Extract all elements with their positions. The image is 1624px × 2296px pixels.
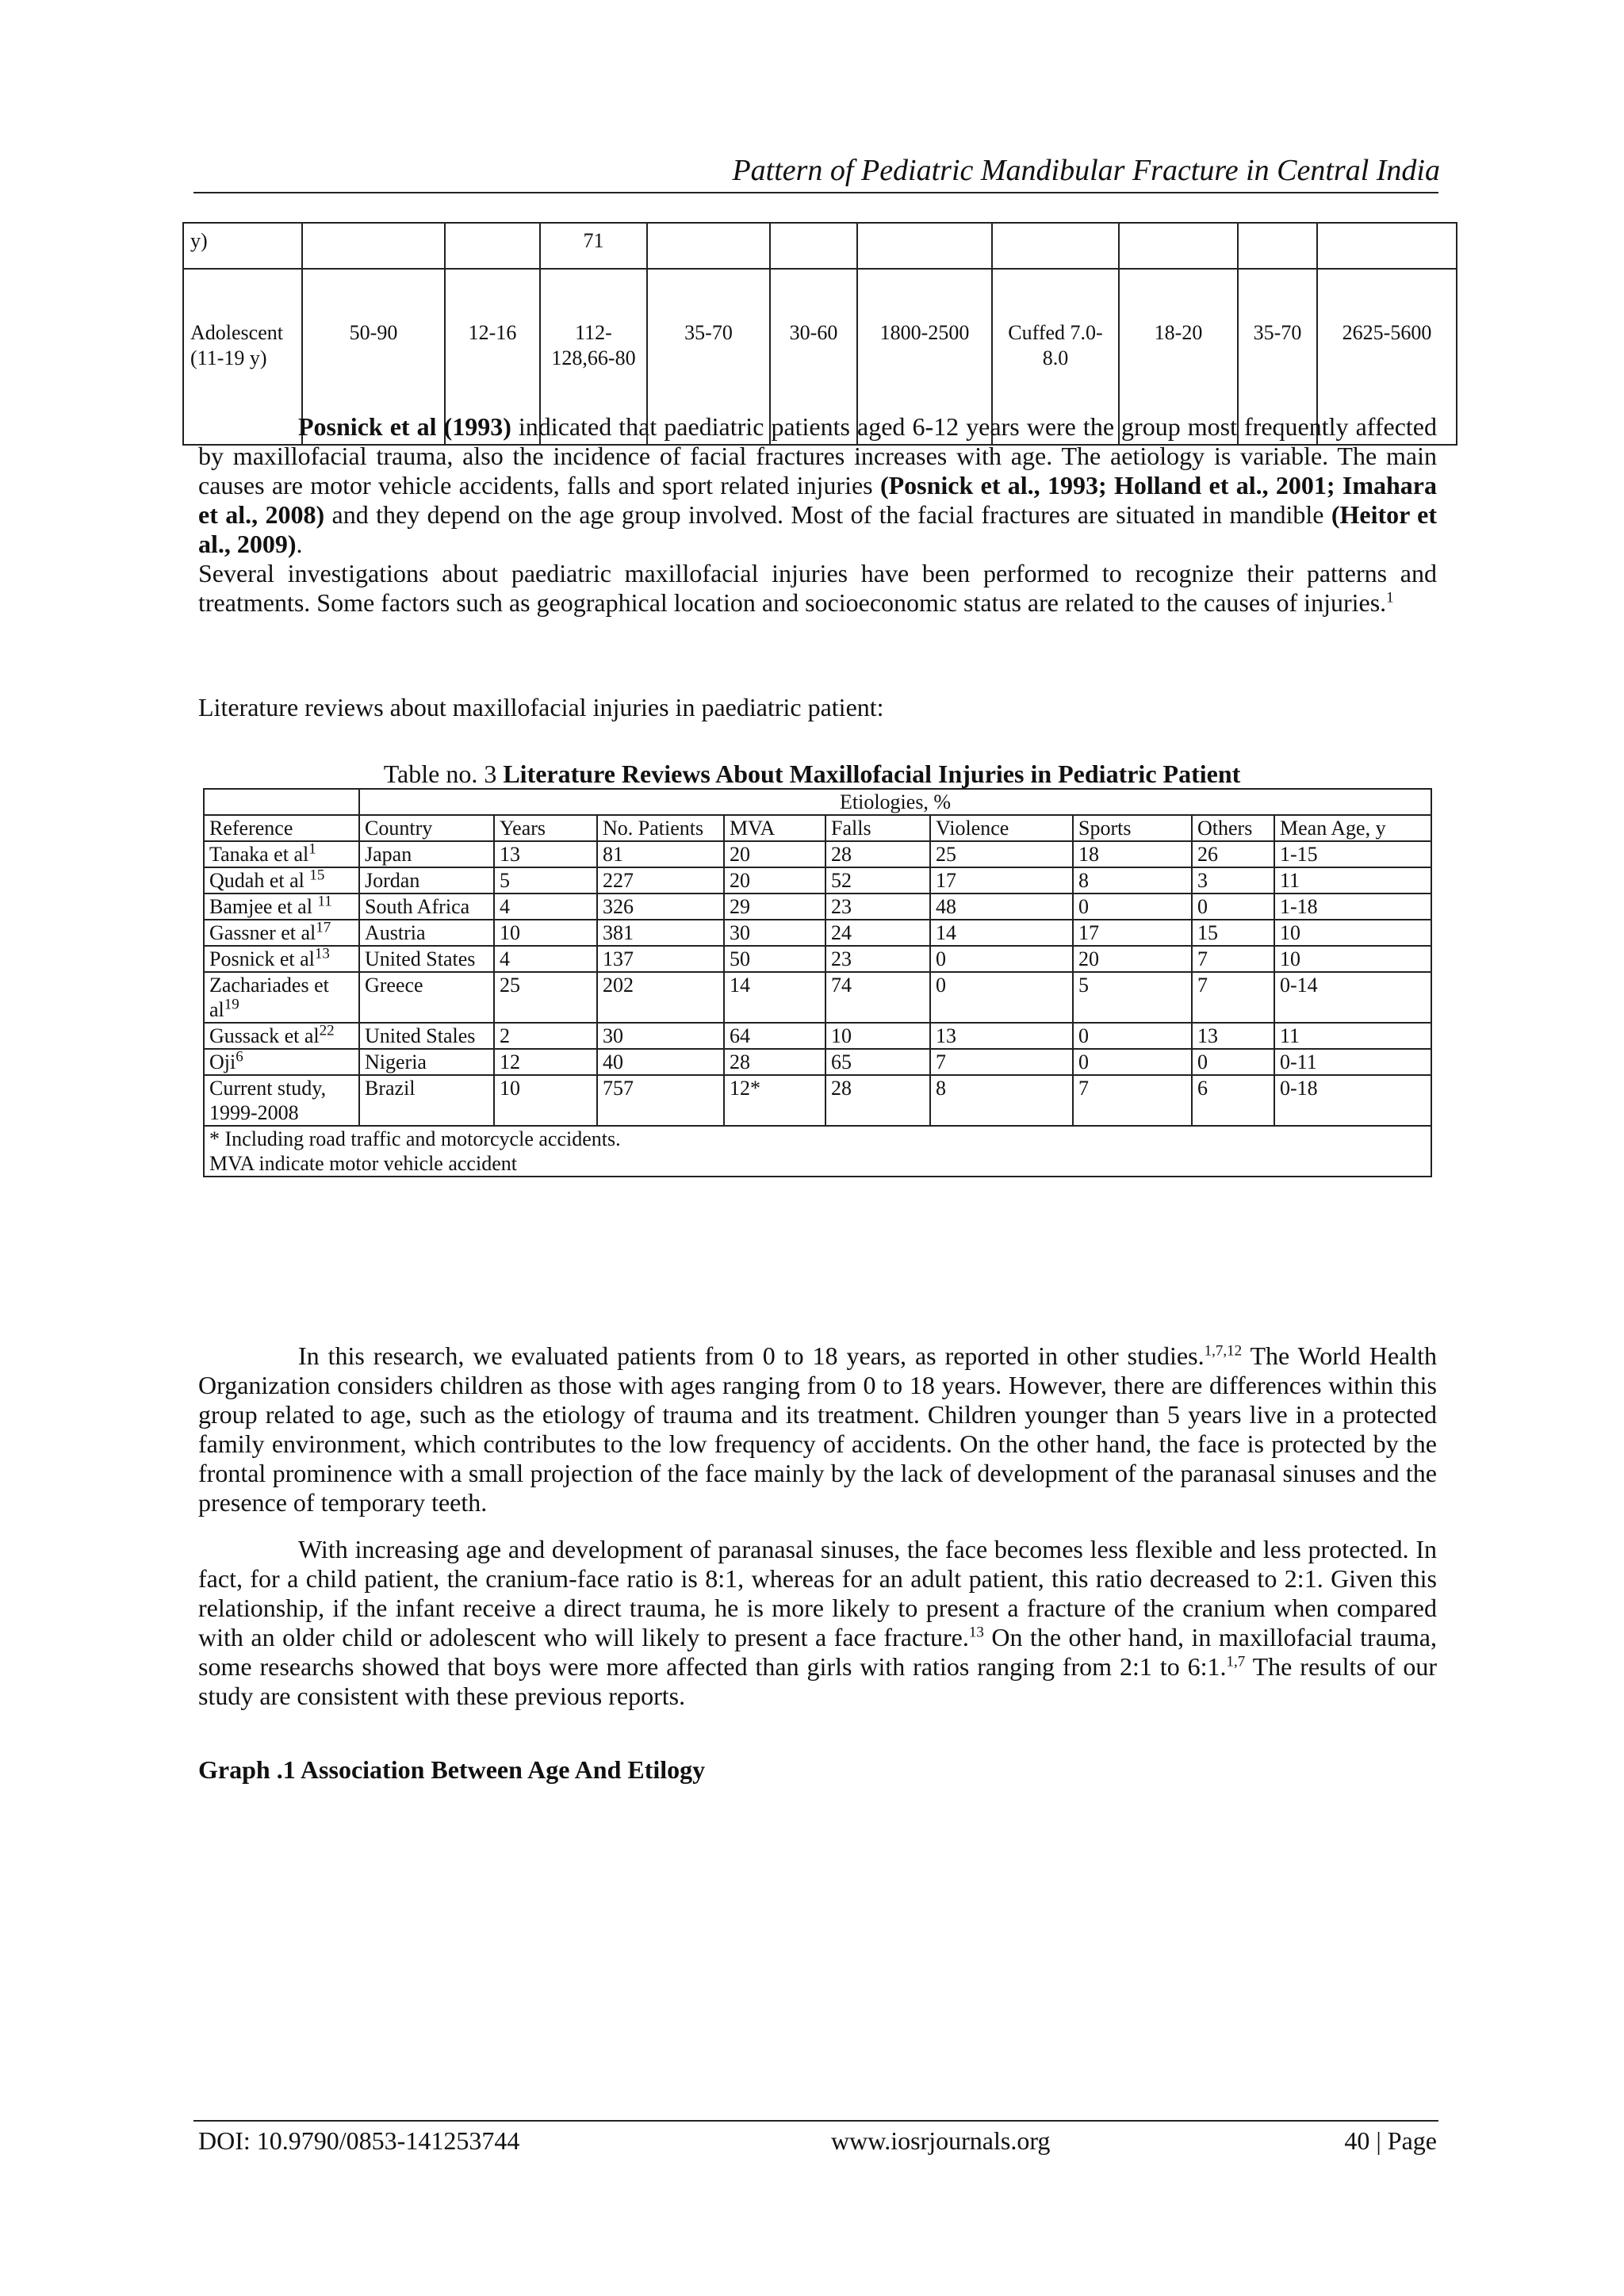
reference-superscript: 1 <box>1386 589 1394 607</box>
table-cell-country: Greece <box>359 972 494 1023</box>
table-row <box>204 1049 1431 1075</box>
table-cell-patients: 30 <box>597 1023 724 1049</box>
table-cell: 35-70 <box>1238 269 1317 445</box>
table-cell-falls: 65 <box>825 1049 930 1075</box>
reference-name: Oji <box>209 1050 236 1073</box>
table-cell-others: 13 <box>1192 1023 1274 1049</box>
paragraph-paranasal <box>198 1535 1437 1711</box>
table-cell: 112-128,66-80 <box>540 269 647 445</box>
table-cell-age: 1-15 <box>1274 841 1431 867</box>
table-footnote-row <box>204 1126 1431 1177</box>
graph-heading: Graph .1 Association Between Age And Etilogy <box>198 1755 706 1784</box>
table-cell-age: 11 <box>1274 1023 1431 1049</box>
reference-cell <box>204 1023 359 1049</box>
table-row <box>204 841 1431 867</box>
column-header: Violence <box>930 815 1073 841</box>
table-cell-country: Brazil <box>359 1075 494 1126</box>
table-cell-mva: 20 <box>724 867 825 894</box>
column-header: No. Patients <box>597 815 724 841</box>
table-cell-years: 25 <box>494 972 597 1023</box>
table-cell <box>1317 223 1457 269</box>
table-cell: 12-16 <box>445 269 540 445</box>
reference-cell <box>204 1049 359 1075</box>
table-cell-others: 7 <box>1192 972 1274 1023</box>
table-cell: 2625-5600 <box>1317 269 1457 445</box>
reference-name: Gussack et al <box>209 1024 320 1047</box>
table-cell-violence: 14 <box>930 920 1073 946</box>
column-header: Others <box>1192 815 1274 841</box>
footer-rule <box>193 2120 1438 2122</box>
table-cell: 30-60 <box>770 269 857 445</box>
table-cell: 50-90 <box>302 269 445 445</box>
reference-name: Qudah et al <box>209 869 310 892</box>
table-cell-mva: 12* <box>724 1075 825 1126</box>
table-cell-age: 0-14 <box>1274 972 1431 1023</box>
table-row <box>183 223 1457 269</box>
literature-review-table <box>203 788 1432 1177</box>
table-row <box>204 920 1431 946</box>
paragraph-text: . <box>296 530 303 558</box>
table-cell-sports: 18 <box>1073 841 1192 867</box>
reference-cell <box>204 894 359 920</box>
table-cell-country: Jordan <box>359 867 494 894</box>
reference-name: Current study, 1999-2008 <box>209 1077 327 1124</box>
column-header: MVA <box>724 815 825 841</box>
reference-superscript: 1,7 <box>1226 1653 1246 1670</box>
table-cell: 1800-2500 <box>857 269 992 445</box>
column-header: Falls <box>825 815 930 841</box>
caption-label: Table no. 3 <box>383 760 504 788</box>
reference-cell <box>204 1075 359 1126</box>
reference-superscript: 6 <box>236 1048 243 1066</box>
table-cell-sports: 7 <box>1073 1075 1192 1126</box>
table-cell-others: 0 <box>1192 1049 1274 1075</box>
table-cell-falls: 28 <box>825 1075 930 1126</box>
table-cell-others: 26 <box>1192 841 1274 867</box>
reference-superscript: 11 <box>317 893 332 910</box>
paragraph-text: On the other hand, in maxillofacial trauma, some researchs showed that boys were more affected than girls with ratios ranging from 2:1 to 6:1. <box>198 1623 1438 1681</box>
table-cell-country: Austria <box>359 920 494 946</box>
table-cell-years: 13 <box>494 841 597 867</box>
table-cell-violence: 0 <box>930 972 1073 1023</box>
table-cell-falls: 52 <box>825 867 930 894</box>
table-cell <box>1238 223 1317 269</box>
table-cell-age: 10 <box>1274 920 1431 946</box>
table-cell: Cuffed 7.0-8.0 <box>992 269 1119 445</box>
table-cell-sports: 0 <box>1073 1049 1192 1075</box>
table-cell-age: 10 <box>1274 946 1431 972</box>
table-cell: Adolescent (11-19 y) <box>183 269 302 445</box>
table-cell <box>1119 223 1238 269</box>
table-cell-others: 3 <box>1192 867 1274 894</box>
reference-superscript: 17 <box>316 919 331 936</box>
table-cell-country: United States <box>359 946 494 972</box>
table-cell-mva: 50 <box>724 946 825 972</box>
column-header: Mean Age, y <box>1274 815 1431 841</box>
footer-website[interactable]: www.iosrjournals.org <box>831 2126 1051 2155</box>
table-cell-others: 7 <box>1192 946 1274 972</box>
table-cell-years: 4 <box>494 946 597 972</box>
table-cell-patients: 757 <box>597 1075 724 1126</box>
reference-superscript: 15 <box>309 867 325 884</box>
table-cell: 18-20 <box>1119 269 1238 445</box>
table-cell-patients: 40 <box>597 1049 724 1075</box>
table-cell-mva: 64 <box>724 1023 825 1049</box>
table-cell <box>204 789 359 815</box>
table-cell-falls: 74 <box>825 972 930 1023</box>
reference-cell <box>204 920 359 946</box>
table-cell-age: 11 <box>1274 867 1431 894</box>
table-row <box>204 894 1431 920</box>
reference-superscript: 13 <box>314 945 330 962</box>
column-header: Years <box>494 815 597 841</box>
table-cell-country: Japan <box>359 841 494 867</box>
table-cell <box>992 223 1119 269</box>
table-cell-falls: 23 <box>825 946 930 972</box>
table-cell-sports: 8 <box>1073 867 1192 894</box>
reference-name: Tanaka et al <box>209 843 309 866</box>
table-row <box>204 789 1431 815</box>
table-cell: 35-70 <box>647 269 770 445</box>
paragraph-text: The World Health Organization considers children as those with ages ranging from 0 to 18 years. However, there are differences within this group related to age, such as the etiology of trauma and its treatment. Children younger than 5 years live in a protected family environment, which contributes to the low frequency of accidents. On the other hand, the face is protected by the frontal prominence with a small projection of the face mainly by the lack of development of the paranasal sinuses and the presence of temporary teeth. <box>198 1341 1438 1517</box>
reference-superscript: 22 <box>319 1022 335 1039</box>
column-header: Reference <box>204 815 359 841</box>
table-caption <box>0 760 1624 788</box>
table-cell-patients: 381 <box>597 920 724 946</box>
table-cell-patients: 326 <box>597 894 724 920</box>
table-cell-mva: 14 <box>724 972 825 1023</box>
table-cell-patients: 202 <box>597 972 724 1023</box>
column-header: Sports <box>1073 815 1192 841</box>
table-cell-patients: 81 <box>597 841 724 867</box>
paragraph-text: The results of our study are consistent with these previous reports. <box>198 1652 1438 1710</box>
reference-superscript: 1 <box>308 840 316 858</box>
running-title: Pattern of Pediatric Mandibular Fracture in Central India <box>732 154 1440 187</box>
table-row <box>204 1023 1431 1049</box>
header-rule <box>193 192 1438 193</box>
table-row <box>204 946 1431 972</box>
footer-page-number: 40 | Page <box>1344 2126 1437 2155</box>
table-cell-others: 6 <box>1192 1075 1274 1126</box>
table-cell-mva: 29 <box>724 894 825 920</box>
table-cell-years: 4 <box>494 894 597 920</box>
table-cell-sports: 0 <box>1073 1023 1192 1049</box>
table-cell-country: United Stales <box>359 1023 494 1049</box>
reference-name: Gassner et al <box>209 921 316 944</box>
footnote-line: * Including road traffic and motorcycle accidents. <box>209 1127 621 1150</box>
table-cell <box>302 223 445 269</box>
paragraph-research <box>198 1341 1437 1517</box>
citation: (Heitor et al., 2009) <box>198 500 1438 558</box>
table-cell: 71 <box>540 223 647 269</box>
table-cell-violence: 17 <box>930 867 1073 894</box>
paragraph-text: In this research, we evaluated patients from 0 to 18 years, as reported in other studies. <box>298 1341 1205 1370</box>
citation: (Posnick et al., 1993; Holland et al., 2001; Imahara et al., 2008) <box>198 471 1438 529</box>
table-cell-age: 0-11 <box>1274 1049 1431 1075</box>
reference-name: Posnick et al <box>209 947 315 970</box>
footnote-line: MVA indicate motor vehicle accident <box>209 1152 517 1175</box>
paragraph-posnick <box>198 412 1437 559</box>
paragraph-text: and they depend on the age group involved. Most of the facial fractures are situated in mandible <box>324 500 1331 529</box>
table-cell-mva: 28 <box>724 1049 825 1075</box>
table-cell-falls: 23 <box>825 894 930 920</box>
table-cell: y) <box>183 223 302 269</box>
reference-superscript: 1,7,12 <box>1204 1342 1243 1360</box>
table-body <box>204 841 1431 1126</box>
caption-title: Literature Reviews About Maxillofacial Injuries in Pediatric Patient <box>503 760 1241 788</box>
reference-superscript: 19 <box>224 996 239 1013</box>
table-cell-sports: 5 <box>1073 972 1192 1023</box>
table-row <box>204 867 1431 894</box>
table-cell-patients: 137 <box>597 946 724 972</box>
table-row <box>204 1075 1431 1126</box>
table-cell-falls: 24 <box>825 920 930 946</box>
table-cell <box>445 223 540 269</box>
reference-superscript: 13 <box>968 1624 984 1641</box>
table-cell-mva: 30 <box>724 920 825 946</box>
paragraph-text: indicated that paediatric patients aged 6-12 years were the group most frequently affected by maxillofacial trauma, also the incidence of facial fractures increases with age. The aetiology is variable. The main causes are motor vehicle accidents, falls and sport related injuries <box>198 412 1438 499</box>
table-cell-years: 5 <box>494 867 597 894</box>
paragraph-text: With increasing age and development of paranasal sinuses, the face becomes less flexible and less protected. In fact, for a child patient, the cranium-face ratio is 8:1, whereas for an adult patient, this ratio decreased to 2:1. Given this relationship, if the infant receive a direct trauma, he is more likely to present a fracture of the cranium when compared with an older child or adolescent who will likely to present a face fracture. <box>198 1535 1437 1651</box>
table-cell <box>647 223 770 269</box>
group-header: Etiologies, % <box>359 789 1431 815</box>
table-cell-sports: 0 <box>1073 894 1192 920</box>
table-header-row <box>204 815 1431 841</box>
paragraph-investigations <box>198 559 1437 618</box>
table-cell-falls: 10 <box>825 1023 930 1049</box>
table-cell-mva: 20 <box>724 841 825 867</box>
table-cell-years: 12 <box>494 1049 597 1075</box>
table-cell-violence: 0 <box>930 946 1073 972</box>
table-cell-sports: 20 <box>1073 946 1192 972</box>
table-cell-age: 1-18 <box>1274 894 1431 920</box>
table-cell-years: 10 <box>494 1075 597 1126</box>
table-cell-violence: 13 <box>930 1023 1073 1049</box>
table-cell-country: South Africa <box>359 894 494 920</box>
table-cell-others: 0 <box>1192 894 1274 920</box>
footer-doi: DOI: 10.9790/0853-141253744 <box>198 2126 520 2155</box>
table-row <box>204 972 1431 1023</box>
reference-cell <box>204 841 359 867</box>
table-cell-years: 10 <box>494 920 597 946</box>
table-cell-violence: 8 <box>930 1075 1073 1126</box>
table-cell-falls: 28 <box>825 841 930 867</box>
reference-cell <box>204 946 359 972</box>
table-cell-violence: 48 <box>930 894 1073 920</box>
reference-cell <box>204 972 359 1023</box>
citation: Posnick et al (1993) <box>298 412 511 441</box>
table-cell-country: Nigeria <box>359 1049 494 1075</box>
paragraph-literature-intro: Literature reviews about maxillofacial injuries in paediatric patient: <box>198 693 884 721</box>
reference-name: Bamjee et al <box>209 895 318 918</box>
table-cell-years: 2 <box>494 1023 597 1049</box>
table-cell-age: 0-18 <box>1274 1075 1431 1126</box>
table-cell-sports: 17 <box>1073 920 1192 946</box>
table-cell-violence: 25 <box>930 841 1073 867</box>
table-cell <box>770 223 857 269</box>
reference-name: Zachariades et al <box>209 974 329 1021</box>
table-cell <box>857 223 992 269</box>
column-header: Country <box>359 815 494 841</box>
table-footnote <box>204 1126 1431 1177</box>
table-cell-patients: 227 <box>597 867 724 894</box>
table-cell-others: 15 <box>1192 920 1274 946</box>
reference-cell <box>204 867 359 894</box>
table-cell-violence: 7 <box>930 1049 1073 1075</box>
paragraph-text: Several investigations about paediatric maxillofacial injuries have been performed to recognize their patterns and treatments. Some factors such as geographical location and socioeconomic status are related to the causes of injuries. <box>198 559 1437 617</box>
